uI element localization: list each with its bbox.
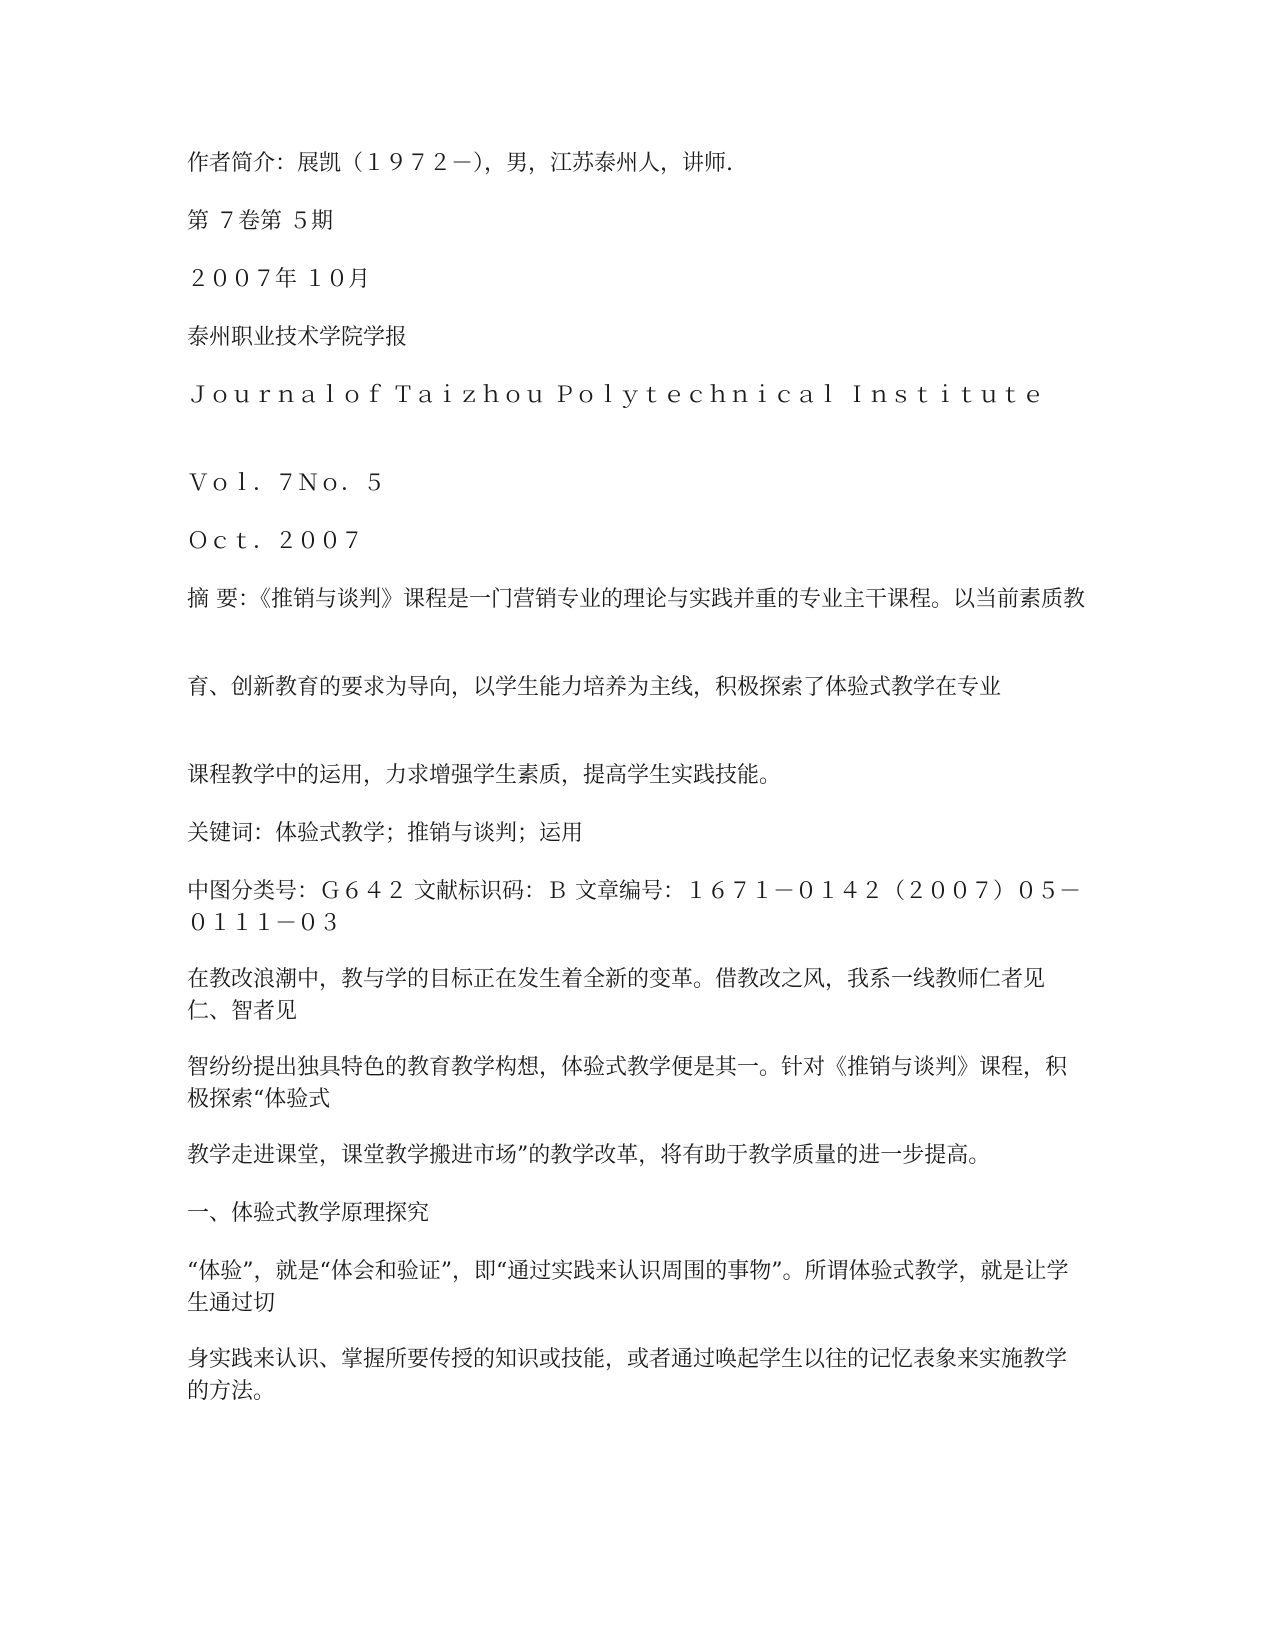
body-paragraph: “体验”，就是“体会和验证”，即“通过实践来认识周围的事物”。所谓体验式教学，就是让学生通过切 xyxy=(187,1259,1069,1316)
date-en: Ｏｃｔ．２００７ xyxy=(187,529,364,554)
journal-title-en: Ｊｏｕｒｎａｌｏｆ Ｔａｉｚｈｏｕ Ｐｏｌｙｔｅｃｈｎｉｃａｌ Ｉｎｓｔｉｔｕｔｅ xyxy=(187,383,1044,408)
body-paragraph: 教学走进课堂，课堂教学搬进市场”的教学改革，将有助于教学质量的进一步提高。 xyxy=(187,1143,991,1168)
keywords: 关键词：体验式教学；推销与谈判；运用 xyxy=(187,821,584,846)
section-heading: 一、体验式教学原理探究 xyxy=(187,1201,430,1226)
body-paragraph: 身实践来认识、掌握所要传授的知识或技能，或者通过唤起学生以往的记忆表象来实施教学的方法。 xyxy=(187,1347,1068,1404)
date-cn: ２００７年 １０月 xyxy=(187,267,370,292)
abstract-line-1: 摘 要：《推销与谈判》课程是一门营销专业的理论与实践并重的专业主干课程。以当前素质教 xyxy=(187,587,1085,612)
author-bio: 作者简介：展凯（１９７２－），男，江苏泰州人，讲师. xyxy=(187,151,733,176)
abstract-line-2: 育、创新教育的要求为导向，以学生能力培养为主线，积极探索了体验式教学在专业 xyxy=(187,675,1002,700)
volume-issue-cn: 第 ７卷第 ５期 xyxy=(187,209,333,234)
body-paragraph: 智纷纷提出独具特色的教育教学构想，体验式教学便是其一。针对《推销与谈判》课程，积极探索“体验式 xyxy=(187,1055,1068,1112)
body-paragraph: 在教改浪潮中，教与学的目标正在发生着全新的变革。借教改之风，我系一线教师仁者见仁、智者见 xyxy=(187,967,1046,1024)
abstract-line-3: 课程教学中的运用，力求增强学生素质，提高学生实践技能。 xyxy=(187,763,782,788)
classification-info: 中图分类号：Ｇ６４２ 文献标识码：Ｂ 文章编号：１６７１－０１４２（２００７）０５－０１１１－０３ xyxy=(187,879,1081,936)
journal-title-cn: 泰州职业技术学院学报 xyxy=(187,325,408,350)
volume-issue-en: Ｖｏｌ．７Ｎｏ．５ xyxy=(187,471,386,496)
